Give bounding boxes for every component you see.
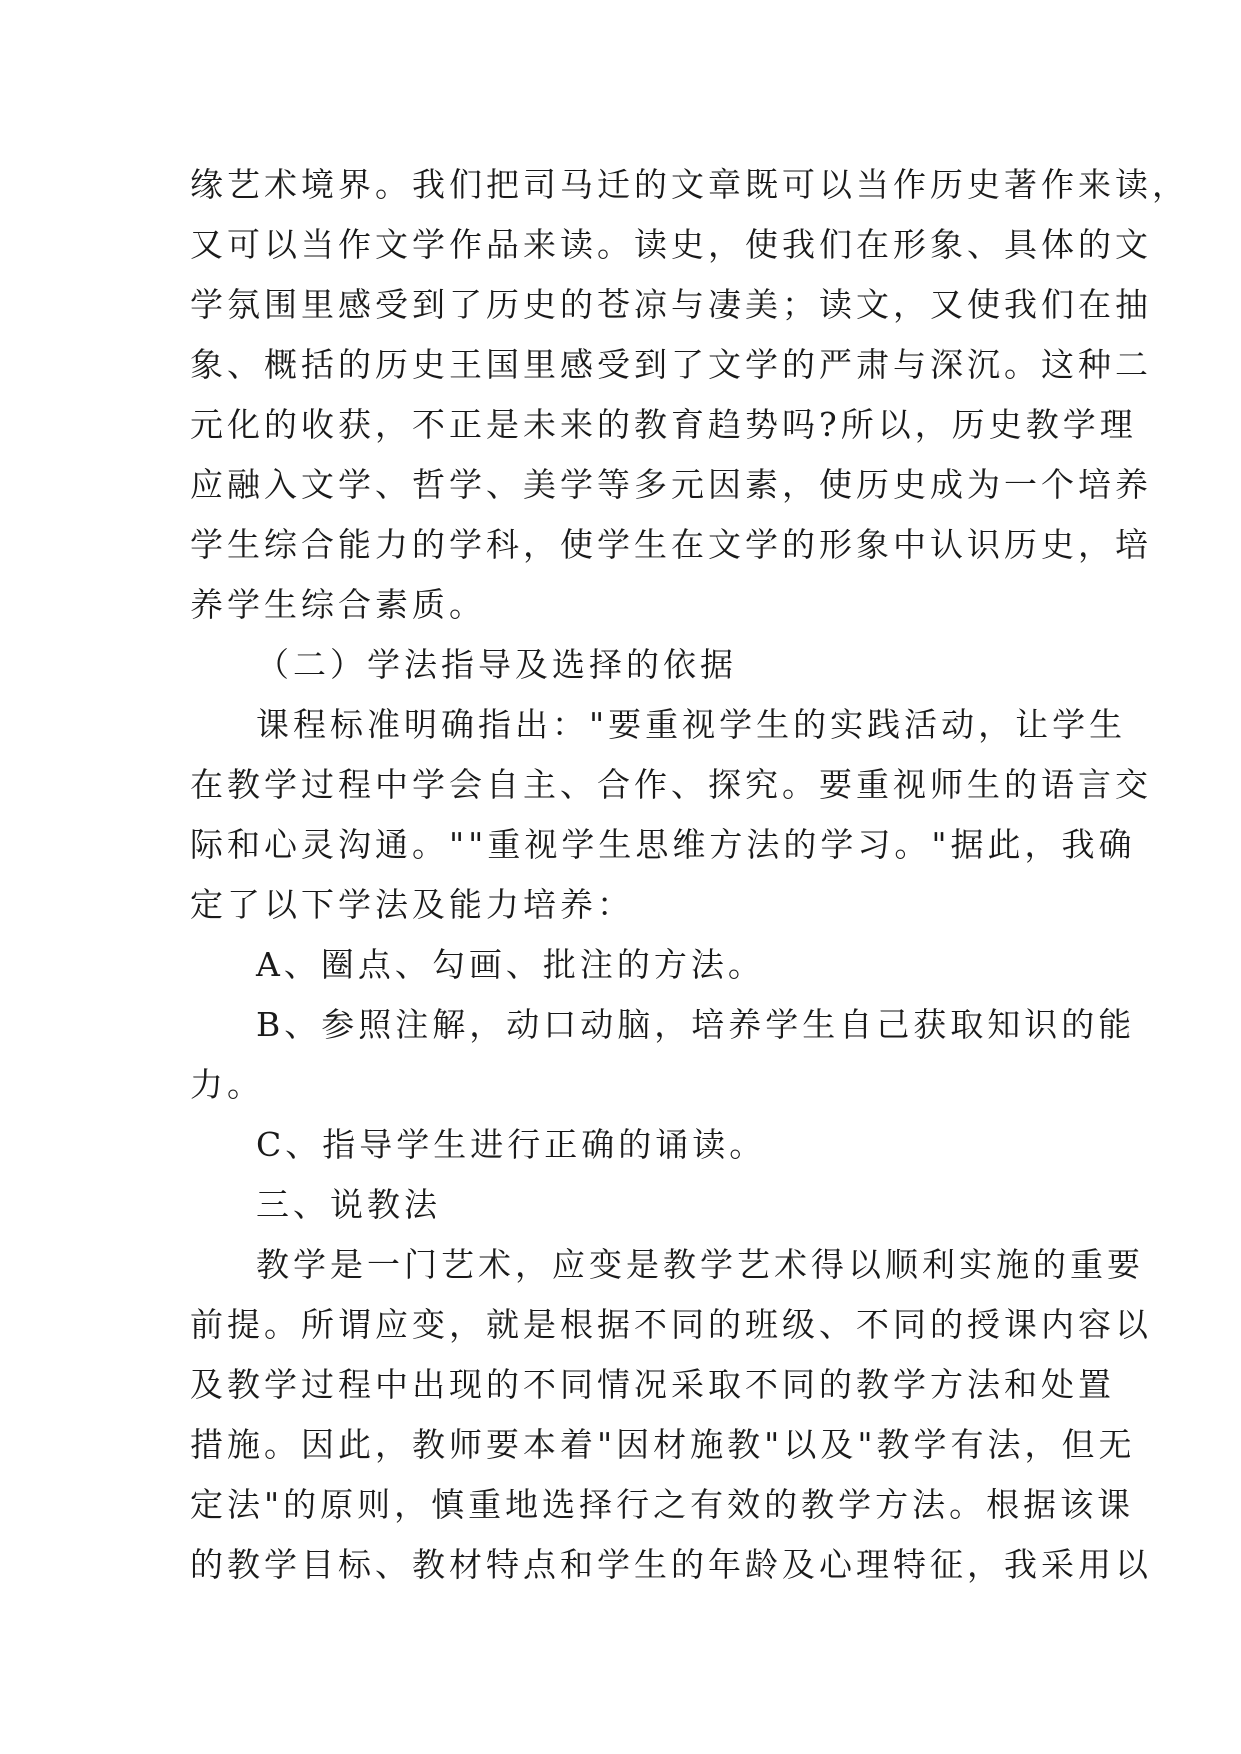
text-line: 定法"的原则，慎重地选择行之有效的教学方法。根据该课	[190, 1485, 1135, 1524]
section-heading: 三、说教法	[256, 1185, 441, 1224]
text-line: 缘艺术境界。我们把司马迁的文章既可以当作历史著作来读，	[190, 165, 1189, 204]
text-line: 及教学过程中出现的不同情况采取不同的教学方法和处置	[190, 1365, 1115, 1404]
text-line: 元化的收获，不正是未来的教育趋势吗?所以，历史教学理	[190, 405, 1137, 444]
list-item: C、指导学生进行正确的诵读。	[256, 1125, 767, 1164]
list-item: B、参照注解，动口动脑，培养学生自己获取知识的能	[256, 1005, 1136, 1044]
text-line: 的教学目标、教材特点和学生的年龄及心理特征，我采用以	[190, 1545, 1152, 1584]
text-line: 在教学过程中学会自主、合作、探究。要重视师生的语言交	[190, 765, 1152, 804]
text-line: 学生综合能力的学科，使学生在文学的形象中认识历史，培	[190, 525, 1152, 564]
text-line: 力。	[190, 1065, 264, 1104]
text-line: 定了以下学法及能力培养：	[190, 885, 634, 924]
text-line: 前提。所谓应变，就是根据不同的班级、不同的授课内容以	[190, 1305, 1152, 1344]
text-line: 学氛围里感受到了历史的苍凉与凄美；读文，又使我们在抽	[190, 285, 1152, 324]
section-heading: （二）学法指导及选择的依据	[256, 645, 737, 684]
text-line: 际和心灵沟通。""重视学生思维方法的学习。"据此，我确	[190, 825, 1136, 864]
text-line: 象、概括的历史王国里感受到了文学的严肃与深沉。这种二	[190, 345, 1152, 384]
text-line: 养学生综合素质。	[190, 585, 486, 624]
text-line: 课程标准明确指出："要重视学生的实践活动，让学生	[256, 705, 1127, 744]
text-line: 应融入文学、哲学、美学等多元因素，使历史成为一个培养	[190, 465, 1152, 504]
text-line: 又可以当作文学作品来读。读史，使我们在形象、具体的文	[190, 225, 1152, 264]
body-text	[190, 155, 1189, 1595]
list-item: A、圈点、勾画、批注的方法。	[256, 945, 765, 984]
text-line: 措施。因此，教师要本着"因材施教"以及"教学有法，但无	[190, 1425, 1136, 1464]
text-line: 教学是一门艺术，应变是教学艺术得以顺利实施的重要	[256, 1245, 1144, 1284]
